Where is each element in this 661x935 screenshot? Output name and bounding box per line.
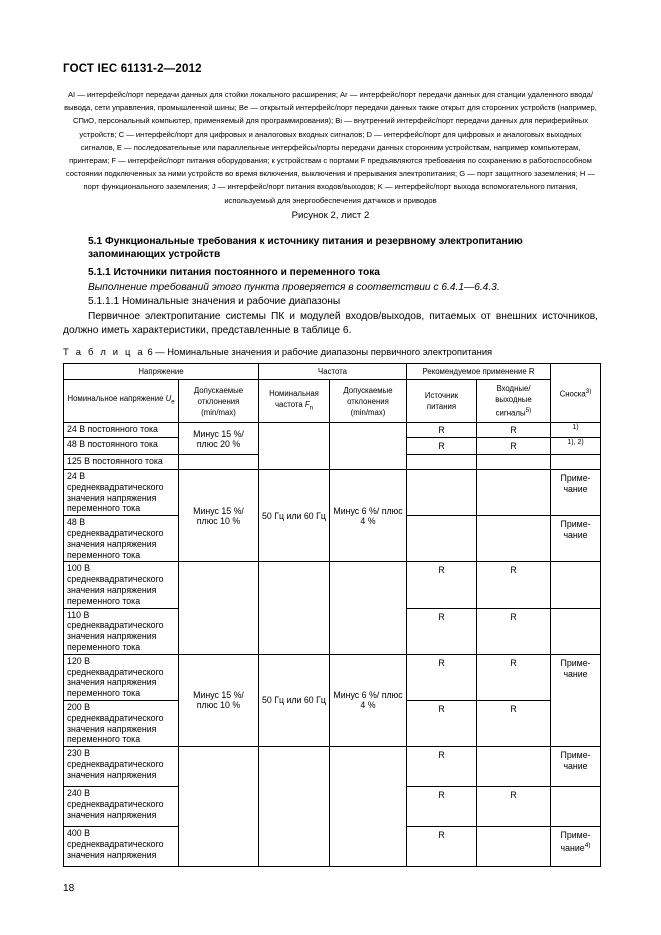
table-title xyxy=(63,346,492,357)
empty-cell xyxy=(179,562,259,654)
empty-cell xyxy=(259,562,330,654)
footnote-note: Приме-чание$^{4)}$ xyxy=(551,827,601,867)
ac-voltage-tolerance: Минус 15 %/ плюс 10 % xyxy=(179,470,259,562)
empty-cell xyxy=(330,423,407,470)
table-row xyxy=(64,423,601,438)
r-mark: R xyxy=(407,787,477,827)
empty-cell xyxy=(407,455,477,470)
row-label: 400 В среднеквадратического значения напряжения xyxy=(64,827,179,867)
page-number: 18 xyxy=(63,883,75,894)
footnote-ref: 1), 2) xyxy=(551,438,601,455)
table-row xyxy=(64,747,601,787)
empty-cell xyxy=(477,516,551,562)
ac-frequency-tolerance: Минус 6 %/ плюс 4 % xyxy=(330,470,407,562)
section-title: 5.1 Функциональные требования к источнику питания и резервному электропитанию запоминающих устройств xyxy=(88,236,523,261)
r-mark: R xyxy=(407,654,477,700)
header-nominal-voltage: Номинальное напряжение $U_e$ xyxy=(64,380,179,423)
footnote-note: Приме-чание xyxy=(551,747,601,787)
empty-cell xyxy=(477,470,551,516)
empty-cell xyxy=(477,455,551,470)
header-frequency-tolerance: Допускаемые отклонения (min/max) xyxy=(330,380,407,423)
empty-cell xyxy=(551,608,601,654)
empty-cell xyxy=(551,562,601,608)
subsubsection-title: 5.1.1.1 Номинальные значения и рабочие диапазоны xyxy=(88,296,341,307)
r-mark: R xyxy=(407,423,477,438)
row-label: 100 В среднеквадратического значения напряжения переменного тока xyxy=(64,562,179,608)
ac-frequency-tolerance: Минус 6 %/ плюс 4 % xyxy=(330,654,407,746)
ac-frequency: 50 Гц или 60 Гц xyxy=(259,470,330,562)
table-label: Т а б л и ц а xyxy=(63,346,145,357)
r-mark: R xyxy=(407,827,477,867)
table-header-groups xyxy=(64,364,601,380)
r-mark: R xyxy=(477,787,551,827)
empty-cell xyxy=(551,455,601,470)
table-row xyxy=(64,470,601,516)
empty-cell xyxy=(330,747,407,867)
table-row xyxy=(64,654,601,700)
header-nominal-frequency: Номинальная частота $F_n$ xyxy=(259,380,330,423)
header-source: Источник питания xyxy=(407,380,477,423)
ac-frequency: 50 Гц или 60 Гц xyxy=(259,654,330,746)
r-mark: R xyxy=(477,562,551,608)
r-mark: R xyxy=(477,438,551,455)
dc-voltage-tolerance: Минус 15 %/ плюс 20 % xyxy=(179,423,259,455)
row-label: 48 В постоянного тока xyxy=(64,438,179,455)
r-mark: R xyxy=(407,562,477,608)
r-mark: R xyxy=(407,700,477,746)
empty-cell xyxy=(551,787,601,827)
power-table xyxy=(63,363,601,867)
r-mark: R xyxy=(407,608,477,654)
header-voltage-tolerance: Допускаемые отклонения (min/max) xyxy=(179,380,259,423)
r-mark: R xyxy=(407,438,477,455)
r-mark: R xyxy=(477,423,551,438)
r-mark: R xyxy=(477,608,551,654)
empty-cell xyxy=(259,423,330,470)
r-mark: R xyxy=(477,700,551,746)
figure-caption: Рисунок 2, лист 2 xyxy=(291,210,370,221)
row-label: 24 В постоянного тока xyxy=(64,423,179,438)
empty-cell xyxy=(407,470,477,516)
r-mark: R xyxy=(407,747,477,787)
empty-cell xyxy=(259,747,330,867)
empty-cell xyxy=(407,516,477,562)
empty-cell xyxy=(477,827,551,867)
header-frequency: Частота xyxy=(259,364,407,380)
footnote-note: Приме-чание xyxy=(551,470,601,516)
body-paragraph: Первичное электропитание системы ПК и модулей входов/выходов, питаемых от внешних источников, должно иметь характеристики, представленные в таблице 6. xyxy=(63,311,598,336)
document-header: ГОСТ IEC 61131-2—2012 xyxy=(63,63,202,75)
table-number: 6 xyxy=(147,346,153,357)
row-label: 240 В среднеквадратического значения напряжения xyxy=(64,787,179,827)
footnote-ref: 1) xyxy=(551,423,601,438)
header-io: Входные/ выходные сигналы$^{5)}$ xyxy=(477,380,551,423)
footnote-note: Приме-чание xyxy=(551,516,601,562)
empty-cell xyxy=(179,747,259,867)
row-label: 24 В среднеквадратического значения напряжения переменного тока xyxy=(64,470,179,516)
empty-cell xyxy=(477,747,551,787)
table-title-text: — Номинальные значения и рабочие диапазоны первичного электропитания xyxy=(155,346,493,357)
empty-cell xyxy=(179,455,259,470)
footnote-note: Приме-чание xyxy=(551,654,601,746)
row-label: 200 В среднеквадратического значения напряжения переменного тока xyxy=(64,700,179,746)
row-label: 110 В среднеквадратического значения напряжения переменного тока xyxy=(64,608,179,654)
r-mark: R xyxy=(477,654,551,700)
empty-cell xyxy=(330,562,407,654)
row-label: 120 В среднеквадратического значения напряжения переменного тока xyxy=(64,654,179,700)
table-row xyxy=(64,562,601,608)
ac-voltage-tolerance: Минус 15 %/ плюс 10 % xyxy=(179,654,259,746)
header-recommended: Рекомендуемое применение R xyxy=(407,364,551,380)
row-label: 125 В постоянного тока xyxy=(64,455,179,470)
row-label: 48 В среднеквадратического значения напряжения переменного тока xyxy=(64,516,179,562)
header-footnote: Сноска$^{3)}$ xyxy=(551,364,601,423)
table-header-columns xyxy=(64,380,601,423)
verification-note: Выполнение требований этого пункта проверяется в соответствии с 6.4.1—6.4.3. xyxy=(88,282,500,293)
subsection-title: 5.1.1 Источники питания постоянного и переменного тока xyxy=(88,267,380,278)
figure-legend: AI — интерфейс/порт передачи данных для стойки локального расширения; Ar — интерфейс/порт передачи данных для станции удаленного ввода/вывода, сети управления, промышленной шины; Be — открытый интерфейс/порт передачи данных также открыт для сторонних устройств (например, СПиО, персональный компьютер, применяемый для программирования); Bi — внутренний интерфейс/порт передачи данных для периферийных устройств; C — интерфейс/порт для цифровых и аналоговых входных сигналов; D — интерфейс/порт для цифровых и аналоговых выходных сигналов, E — последовательные или параллельные интерфейсы/порты передачи данных сторонним устройствам, например компьютерам, принтерам; F — интерфейс/порт питания оборудования; к устройствам с портами F предъявляются требования по сохранению в работоспособном состоянии подключенных за ними устройств во время включения, выключения и прерывания электропитания; G — порт защитного заземления; H — порт функционального заземления; J — интерфейс/порт питания входов/выходов; K — интерфейс/порт выхода вспомогательного питания, используемый для энергообеспечения датчиков и приводов xyxy=(64,90,597,205)
row-label: 230 В среднеквадратического значения напряжения xyxy=(64,747,179,787)
header-voltage: Напряжение xyxy=(64,364,259,380)
